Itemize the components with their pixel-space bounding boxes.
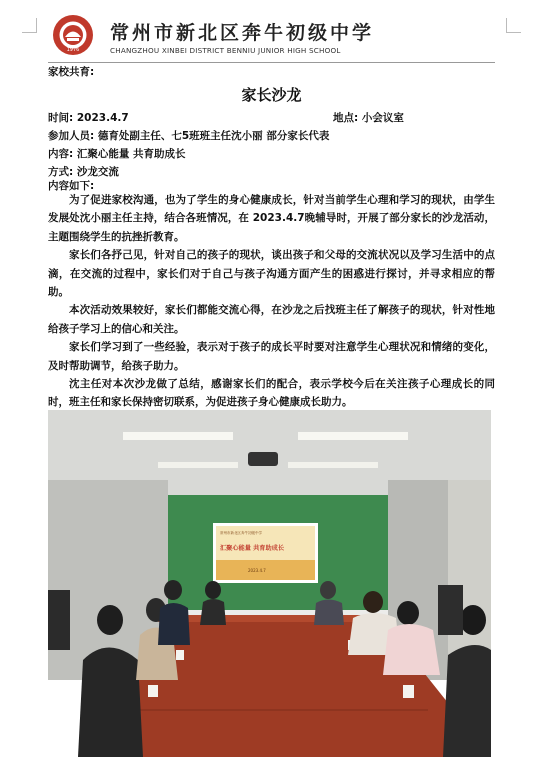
school-seal-logo	[52, 14, 94, 56]
meeting-photo	[48, 410, 491, 757]
school-name-cn: 常州市新北区奔牛初级中学	[110, 22, 375, 44]
meta-time: 时间: 2023.4.7	[48, 112, 129, 124]
screen-title: 汇聚心能量 共育助成长	[220, 545, 285, 552]
document-title: 家长沙龙	[241, 86, 302, 104]
paragraph: 为了促进家校沟通，也为了学生的身心健康成长，针对当前学生心理和学习的现状，由学生发展处沈小丽主任主持，结合各班情况，在 2023.4.7晚辅导时，开展了部分家长的沙龙活动，主题围绕学生的抗挫折教育。	[48, 194, 495, 243]
screen-header: 常州市新北区奔牛初级中学	[220, 531, 262, 535]
paragraph: 沈主任对本次沙龙做了总结，感谢家长们的配合，表示学校今后在关注孩子心理成长的同时，班主任和家长保持密切联系，为促进孩子身心健康成长助力。	[48, 378, 495, 409]
logo-year: 1976	[66, 47, 80, 53]
screen-date: 2023.4.7	[248, 568, 266, 573]
meta-place: 地点: 小会议室	[333, 112, 404, 124]
meta-content-intro: 内容如下:	[48, 180, 95, 192]
crop-mark-top-left	[22, 18, 37, 33]
paragraph: 本次活动效果较好，家长们都能交流心得，在沙龙之后找班主任了解孩子的现状，针对性地给孩子学习上的信心和关注。	[48, 304, 495, 335]
paragraph: 家长们各抒己见，针对自己的孩子的现状，谈出孩子和父母的交流状况以及学习生活中的点滴，在交流的过程中，家长们对于自己与孩子沟通方面产生的困惑进行探讨，并寻求相应的帮助。	[48, 249, 495, 299]
crop-mark-top-right	[506, 18, 521, 33]
paragraph: 家长们学习到了一些经验，表示对于孩子的成长平时要对注意学生心理状况和情绪的变化，及时帮助调节，给孩子助力。	[48, 341, 495, 372]
body-text	[48, 191, 495, 412]
meta-participants: 参加人员: 德育处副主任、七5班班主任沈小丽 部分家长代表	[48, 130, 330, 142]
school-name-en: CHANGZHOU XINBEI DISTRICT BENNIU JUNIOR HIGH SCHOOL	[110, 46, 341, 55]
header-divider	[48, 62, 495, 63]
letterhead	[48, 10, 498, 60]
section-label: 家校共育:	[48, 66, 95, 78]
meta-method: 方式: 沙龙交流	[48, 166, 119, 178]
meta-content: 内容: 汇聚心能量 共育助成长	[48, 148, 186, 160]
